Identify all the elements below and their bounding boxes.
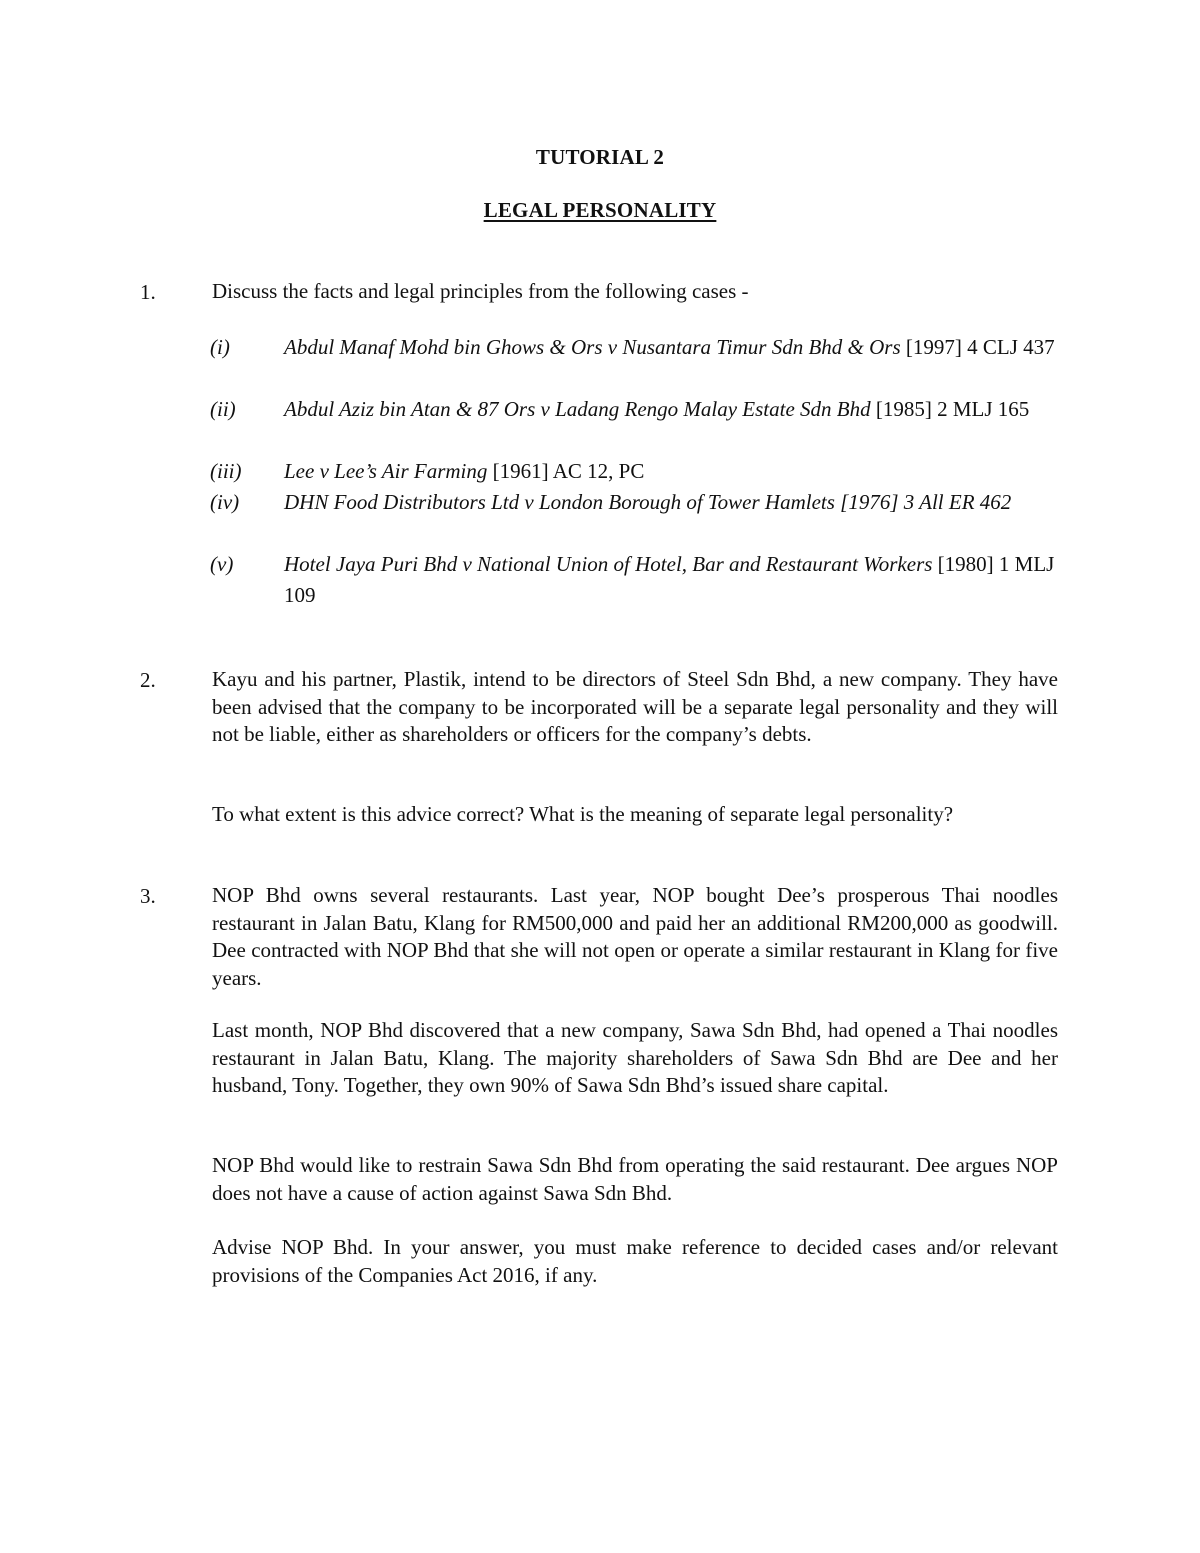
case-item-4: [210, 487, 1060, 518]
case-roman: (iv): [210, 490, 240, 514]
case-roman: (ii): [210, 397, 236, 421]
case-roman: (v): [210, 552, 234, 576]
question-3-paragraph-2: Last month, NOP Bhd discovered that a new company, Sawa Sdn Bhd, had opened a Thai noodles restaurant in Jalan Batu, Klang. The majority shareholders of Sawa Sdn Bhd are Dee and her husband, Tony. Together, they own 90% of Sawa Sdn Bhd’s issued share capital.: [212, 1018, 1058, 1097]
question-1-number: 1.: [140, 280, 156, 304]
case-name: Hotel Jaya Puri Bhd v National Union of Hotel, Bar and Restaurant Workers: [284, 552, 933, 576]
question-3-paragraph-3: NOP Bhd would like to restrain Sawa Sdn Bhd from operating the said restaurant. Dee argues NOP does not have a cause of action against Sawa Sdn Bhd.: [212, 1153, 1058, 1205]
case-citation: [1997] 4 CLJ 437: [900, 335, 1055, 359]
question-1-intro: Discuss the facts and legal principles from the following cases -: [212, 279, 749, 303]
document-title: TUTORIAL 2: [535, 145, 665, 169]
case-name: Abdul Manaf Mohd bin Ghows & Ors v Nusantara Timur Sdn Bhd & Ors: [284, 335, 901, 359]
case-name: Abdul Aziz bin Atan & 87 Ors v Ladang Rengo Malay Estate Sdn Bhd: [284, 397, 871, 421]
question-2-paragraph-2: To what extent is this advice correct? What is the meaning of separate legal personality?: [212, 802, 954, 826]
case-citation: [1980] 1 MLJ 109: [284, 552, 1055, 607]
case-item-5: [210, 549, 1060, 611]
case-citation: [1961] AC 12, PC: [487, 459, 645, 483]
case-item-2: [210, 394, 1060, 425]
document-subtitle: LEGAL PERSONALITY: [483, 198, 717, 222]
question-3-paragraph-4: Advise NOP Bhd. In your answer, you must make reference to decided cases and/or relevant provisions of the Companies Act 2016, if any.: [212, 1235, 1058, 1287]
case-roman: (iii): [210, 459, 242, 483]
question-2-number: 2.: [140, 668, 156, 692]
case-item-1: [210, 332, 1060, 363]
question-3-paragraph-1: NOP Bhd owns several restaurants. Last year, NOP bought Dee’s prosperous Thai noodles restaurant in Jalan Batu, Klang for RM500,000 and paid her an additional RM200,000 as goodwill. Dee contracted with NOP Bhd that she will not open or operate a similar restaurant in Klang for five years.: [212, 883, 1058, 990]
question-3-number: 3.: [140, 884, 156, 908]
question-2-paragraph-1: Kayu and his partner, Plastik, intend to be directors of Steel Sdn Bhd, a new company. They have been advised that the company to be incorporated will be a separate legal personality and they will not be liable, either as shareholders or officers for the company’s debts.: [212, 667, 1058, 746]
case-roman: (i): [210, 335, 230, 359]
case-name: DHN Food Distributors Ltd v London Borough of Tower Hamlets [1976] 3 All ER 462: [284, 490, 1012, 514]
case-item-3: [210, 456, 1060, 487]
case-citation: [1985] 2 MLJ 165: [870, 397, 1030, 421]
case-name: Lee v Lee’s Air Farming: [284, 459, 488, 483]
